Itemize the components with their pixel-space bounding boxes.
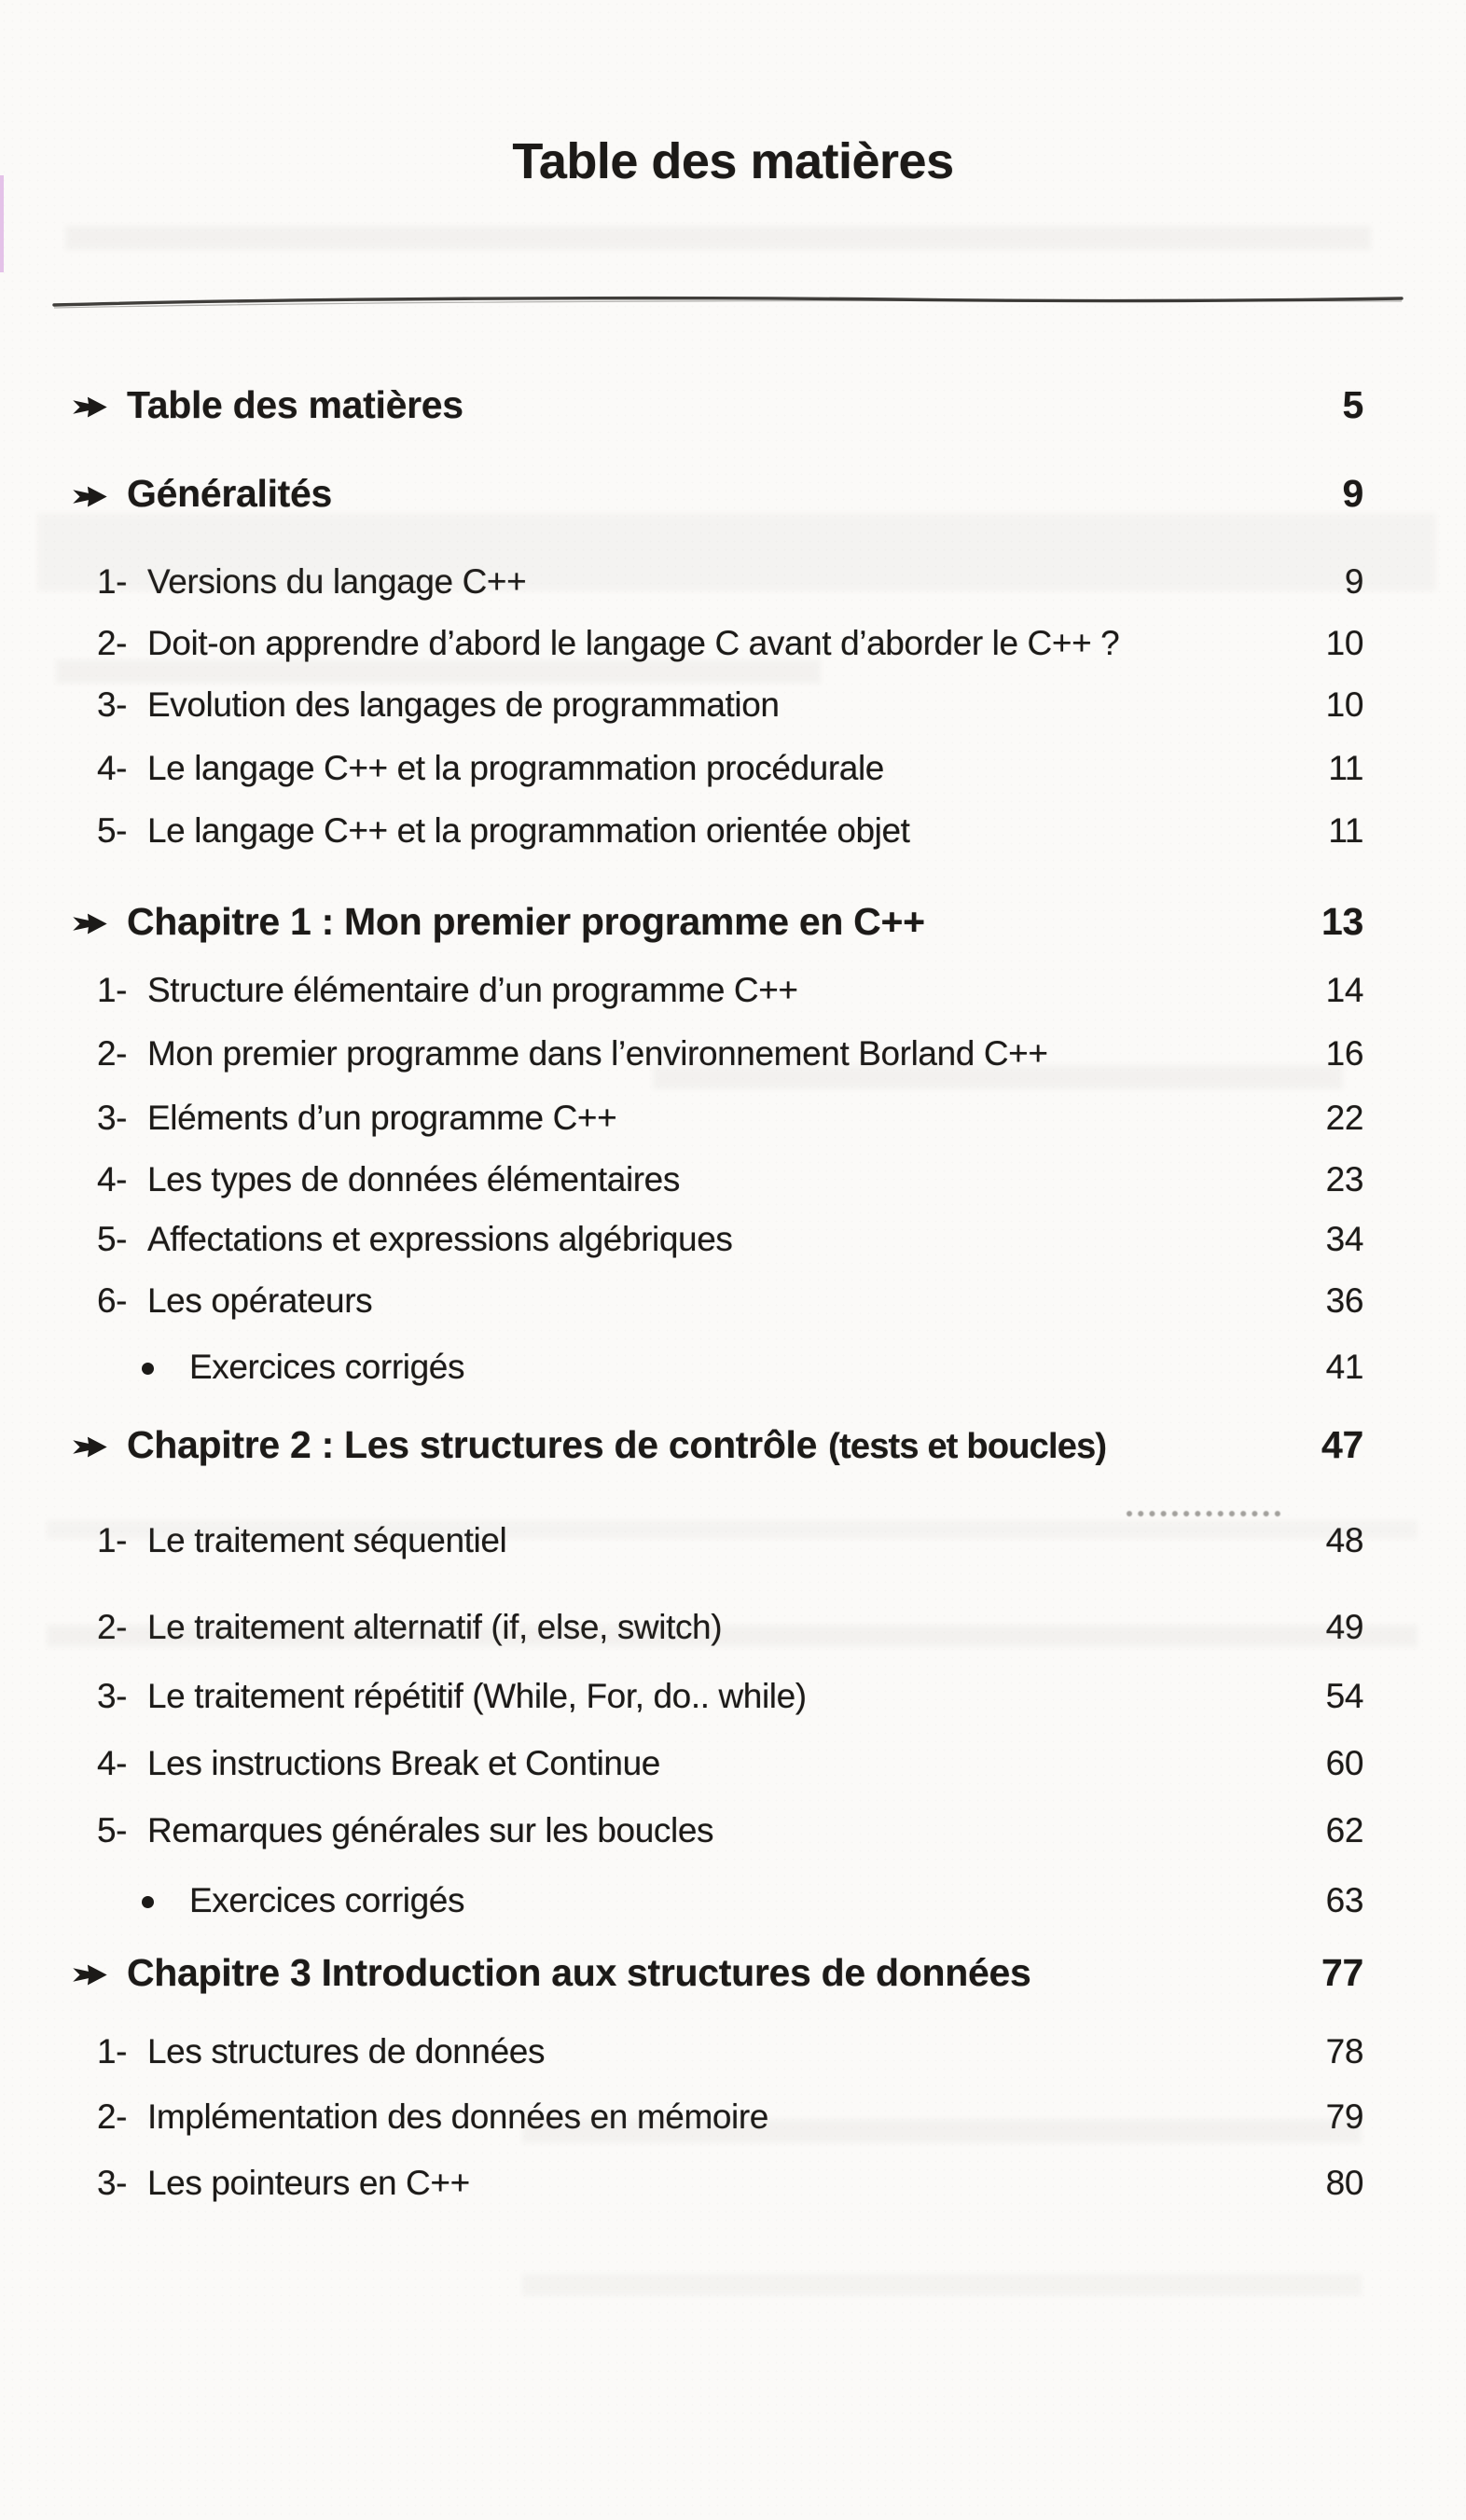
toc-entry-label: Le langage C++ et la programmation orientée objet	[147, 810, 910, 850]
scanned-book-page	[0, 132, 1466, 2520]
toc-entry	[73, 1606, 1363, 1649]
toc-entry-number: 1-	[97, 561, 128, 601]
toc-entry-number: 2-	[97, 1034, 128, 1073]
toc-entry-label: Le traitement alternatif (if, else, switch)	[147, 1607, 723, 1646]
toc-entry-label: Le langage C++ et la programmation procédurale	[147, 749, 884, 788]
toc-entry-page: 62	[1325, 1811, 1363, 1850]
toc-entry	[73, 810, 1363, 852]
toc-entry-page: 34	[1325, 1220, 1363, 1259]
toc-entry-label: Les pointeurs en C++	[147, 2163, 470, 2202]
bleed-through-ghost	[522, 2274, 1362, 2296]
toc-entry-label: Eléments d’un programme C++	[147, 1098, 617, 1137]
toc-entry-page: 48	[1325, 1521, 1363, 1560]
toc-entry-label: Les opérateurs	[147, 1281, 373, 1321]
arrow-bullet-icon	[73, 395, 108, 419]
toc-entry-number: 4-	[97, 749, 128, 788]
toc-entry-label: Implémentation des données en mémoire	[147, 2098, 768, 2137]
toc-entry-number: 2-	[97, 623, 128, 662]
toc-entry-label: Evolution des langages de programmation	[147, 685, 780, 725]
arrow-bullet-icon	[73, 1963, 108, 1987]
toc-entry-page: 78	[1325, 2032, 1363, 2071]
toc-entry-page: 10	[1325, 623, 1363, 662]
toc-entry	[73, 2096, 1363, 2139]
toc-entry-label: Chapitre 3 Introduction aux structures de données	[127, 1950, 1031, 1994]
toc-entry	[73, 561, 1363, 603]
toc-entry-number: 5-	[97, 1811, 128, 1850]
toc-entry	[73, 1158, 1363, 1201]
toc-entry-number: 1-	[97, 2032, 128, 2071]
dot-bullet-icon	[142, 1363, 154, 1375]
toc-entry-number: 3-	[97, 1098, 128, 1137]
toc-entry-label: Exercices corrigés	[189, 1347, 465, 1386]
arrow-bullet-icon	[73, 912, 108, 935]
toc-entry-label: Remarques générales sur les boucles	[147, 1811, 714, 1850]
toc-entry	[73, 1742, 1363, 1785]
toc-entry-number: 1-	[97, 1521, 128, 1560]
toc-entry	[73, 684, 1363, 727]
toc-entry-page: 23	[1325, 1159, 1363, 1198]
toc-entry	[73, 1879, 1363, 1922]
toc-entry-page: 11	[1328, 810, 1363, 850]
toc-entry	[73, 969, 1363, 1012]
toc-entry	[73, 1519, 1363, 1562]
toc-entry-label: Généralités	[127, 472, 333, 516]
toc-entry-number: 2-	[97, 2098, 128, 2137]
toc-entry-label: Doit-on apprendre d’abord le langage C avant d’aborder le C++ ?	[147, 623, 1120, 662]
toc-entry-label-suffix: (tests et boucles)	[828, 1426, 1107, 1466]
arrow-bullet-icon	[73, 485, 108, 508]
toc-entry	[73, 1420, 1363, 1470]
dot-bullet-icon	[142, 1896, 154, 1908]
toc-entry-page: 77	[1321, 1950, 1363, 1994]
toc-entry-number: 1-	[97, 971, 128, 1010]
toc-entry-page: 14	[1325, 971, 1363, 1010]
toc-entry	[73, 1218, 1363, 1261]
toc-entry-number: 3-	[97, 685, 128, 725]
toc-entry	[73, 1675, 1363, 1718]
toc-entry-number: 4-	[97, 1159, 128, 1198]
toc-entry-page: 9	[1342, 472, 1363, 516]
toc-entry-page: 63	[1325, 1880, 1363, 1919]
toc-entry	[73, 897, 1363, 947]
toc-entry-page: 41	[1325, 1347, 1363, 1386]
toc-entry-label: Table des matières	[127, 383, 463, 427]
toc-entry-label: Chapitre 1 : Mon premier programme en C++	[127, 899, 925, 943]
toc-entry-number: 5-	[97, 1220, 128, 1259]
toc-entry	[73, 1280, 1363, 1322]
toc-entry-page: 36	[1325, 1281, 1363, 1321]
toc-entry-page: 13	[1321, 899, 1363, 943]
page-title: Table des matières	[512, 133, 954, 189]
toc-entry-page: 16	[1325, 1034, 1363, 1073]
toc-entry-page: 47	[1321, 1422, 1363, 1466]
toc-entry	[73, 1097, 1363, 1140]
toc-entry-label: Les types de données élémentaires	[147, 1159, 680, 1198]
toc-entry-label: Le traitement séquentiel	[147, 1521, 507, 1560]
toc-entry-number: 4-	[97, 1744, 128, 1783]
toc-entry-label: Versions du langage C++	[147, 561, 527, 601]
toc-entry-page: 11	[1328, 749, 1363, 788]
toc-entry-page: 5	[1342, 383, 1363, 427]
toc-entry-label: Les structures de données	[147, 2032, 546, 2071]
toc-entry-number: 3-	[97, 1676, 128, 1715]
toc-entry-page: 9	[1344, 561, 1363, 601]
toc-entry-page: 49	[1325, 1607, 1363, 1646]
toc-entry	[73, 622, 1363, 665]
toc-entry-page: 80	[1325, 2163, 1363, 2202]
toc-entry-label: Les instructions Break et Continue	[147, 1744, 660, 1783]
toc-entry	[73, 381, 1363, 430]
toc-entry	[73, 1032, 1363, 1075]
toc-entry-label: Affectations et expressions algébriques	[147, 1220, 733, 1259]
toc-entry	[73, 1346, 1363, 1389]
toc-entry	[73, 747, 1363, 790]
toc-entry-number: 5-	[97, 810, 128, 850]
toc-entry-page: 79	[1325, 2098, 1363, 2137]
toc-entry	[73, 1809, 1363, 1852]
toc-entry-label: Exercices corrigés	[189, 1880, 465, 1919]
toc-entry-number: 3-	[97, 2163, 128, 2202]
toc-entry-label: Chapitre 2 : Les structures de contrôle	[127, 1422, 818, 1466]
toc-entry	[73, 2162, 1363, 2205]
toc-entry	[73, 469, 1363, 519]
toc-entry-page: 54	[1325, 1676, 1363, 1715]
toc-entry-number: 6-	[97, 1281, 128, 1321]
toc-entry-label: Structure élémentaire d’un programme C++	[147, 971, 798, 1010]
toc-entry-label: Mon premier programme dans l’environnement Borland C++	[147, 1034, 1048, 1073]
toc-entry-page: 60	[1325, 1744, 1363, 1783]
toc-entry-page: 22	[1325, 1098, 1363, 1137]
toc-entry-number: 2-	[97, 1607, 128, 1646]
title-divider-rule	[52, 295, 1404, 310]
arrow-bullet-icon	[73, 1435, 108, 1459]
bleed-through-ghost	[65, 226, 1371, 250]
toc-entry-label: Le traitement répétitif (While, For, do.. while)	[147, 1676, 807, 1715]
toc-entry	[73, 2030, 1363, 2073]
table-of-contents	[0, 381, 1466, 2205]
toc-entry-page: 10	[1325, 685, 1363, 725]
toc-entry	[73, 1948, 1363, 1998]
